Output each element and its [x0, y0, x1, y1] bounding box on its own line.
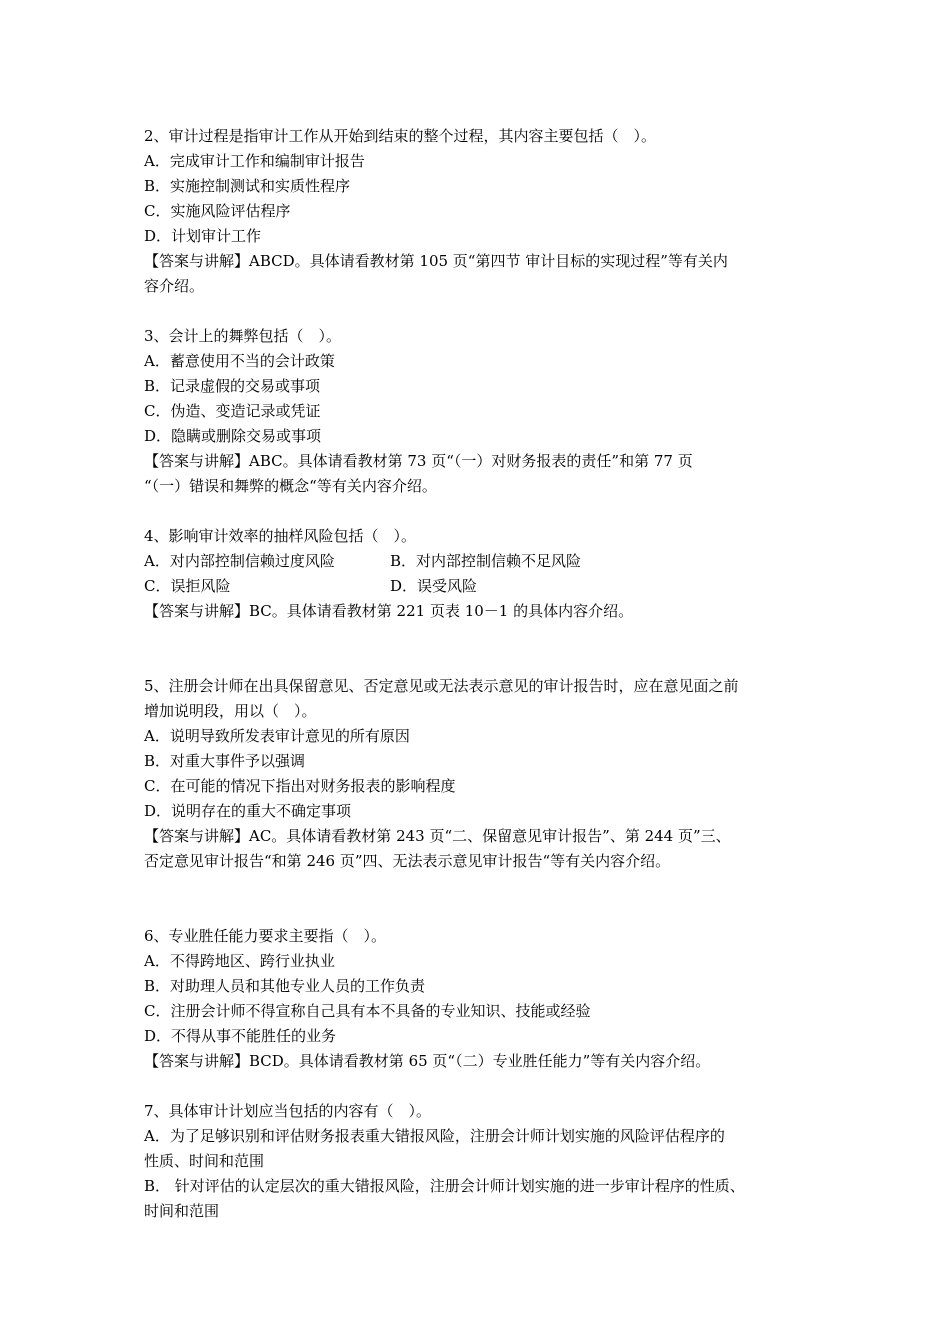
- option-a: A．不得跨地区、跨行业执业: [144, 952, 335, 970]
- question-stem: 4、影响审计效率的抽样风险包括（ ）。: [144, 527, 417, 545]
- option-a: A．对内部控制信赖过度风险: [144, 552, 335, 570]
- answer-line: 【答案与讲解】BCD。具体请看教材第 65 页“（二）专业胜任能力”等有关内容介绍。: [144, 1052, 711, 1070]
- answer-line: “（一）错误和舞弊的概念“等有关内容介绍。: [144, 477, 437, 495]
- option-c: C．在可能的情况下指出对财务报表的影响程度: [144, 777, 456, 795]
- question-stem: 增加说明段，用以（ ）。: [144, 702, 317, 720]
- option-b: B．记录虚假的交易或事项: [144, 377, 321, 395]
- question-5: [144, 674, 824, 874]
- option-b: B．对助理人员和其他专业人员的工作负责: [144, 977, 426, 995]
- options-row: [144, 549, 824, 574]
- option-a: A．蓄意使用不当的会计政策: [144, 352, 335, 370]
- question-3: [144, 324, 824, 499]
- question-4: [144, 524, 824, 624]
- answer-line: 【答案与讲解】AC。具体请看教材第 243 页“二、保留意见审计报告”、第 244 页”三、: [144, 827, 731, 845]
- option-a: A．说明导致所发表审计意见的所有原因: [144, 727, 410, 745]
- answer-line: 【答案与讲解】BC。具体请看教材第 221 页表 10－1 的具体内容介绍。: [144, 602, 634, 620]
- option-d: D．不得从事不能胜任的业务: [144, 1027, 337, 1045]
- question-stem: 7、具体审计计划应当包括的内容有（ ）。: [144, 1102, 432, 1120]
- option-c: C．误拒风险: [144, 577, 231, 595]
- option-b-continued: 时间和范围: [144, 1202, 220, 1220]
- option-d: D．计划审计工作: [144, 227, 262, 245]
- option-d: D．隐瞒或删除交易或事项: [144, 427, 322, 445]
- option-a: A．完成审计工作和编制审计报告: [144, 152, 365, 170]
- option-a: A．为了足够识别和评估财务报表重大错报风险，注册会计师计划实施的风险评估程序的: [144, 1127, 725, 1145]
- answer-line: 容介绍。: [144, 277, 205, 295]
- option-d: D．说明存在的重大不确定事项: [144, 802, 352, 820]
- question-stem: 5、注册会计师在出具保留意见、否定意见或无法表示意见的审计报告时，应在意见面之前: [144, 677, 739, 695]
- option-a-continued: 性质、时间和范围: [144, 1152, 265, 1170]
- options-row: [144, 574, 824, 599]
- answer-line: 否定意见审计报告“和第 246 页”四、无法表示意见审计报告“等有关内容介绍。: [144, 852, 671, 870]
- question-stem: 2、审计过程是指审计工作从开始到结束的整个过程，其内容主要包括（ ）。: [144, 127, 657, 145]
- option-b: B．对内部控制信赖不足风险: [390, 552, 582, 570]
- option-b: B．实施控制测试和实质性程序: [144, 177, 351, 195]
- option-d: D．误受风险: [390, 577, 478, 595]
- question-2: [144, 124, 824, 299]
- question-stem: 3、会计上的舞弊包括（ ）。: [144, 327, 342, 345]
- option-b: B．对重大事件予以强调: [144, 752, 306, 770]
- option-c: C．实施风险评估程序: [144, 202, 291, 220]
- answer-line: 【答案与讲解】ABC。具体请看教材第 73 页“（一）对财务报表的责任”和第 77 页: [144, 452, 693, 470]
- document-page: [144, 124, 824, 1224]
- question-stem: 6、专业胜任能力要求主要指（ ）。: [144, 927, 387, 945]
- question-7: [144, 1099, 824, 1224]
- answer-line: 【答案与讲解】ABCD。具体请看教材第 105 页“第四节 审计目标的实现过程”等有关内: [144, 252, 728, 270]
- question-6: [144, 924, 824, 1074]
- option-c: C．伪造、变造记录或凭证: [144, 402, 321, 420]
- option-c: C．注册会计师不得宣称自己具有本不具备的专业知识、技能或经验: [144, 1002, 591, 1020]
- option-b: B． 针对评估的认定层次的重大错报风险，注册会计师计划实施的进一步审计程序的性质、: [144, 1177, 745, 1195]
